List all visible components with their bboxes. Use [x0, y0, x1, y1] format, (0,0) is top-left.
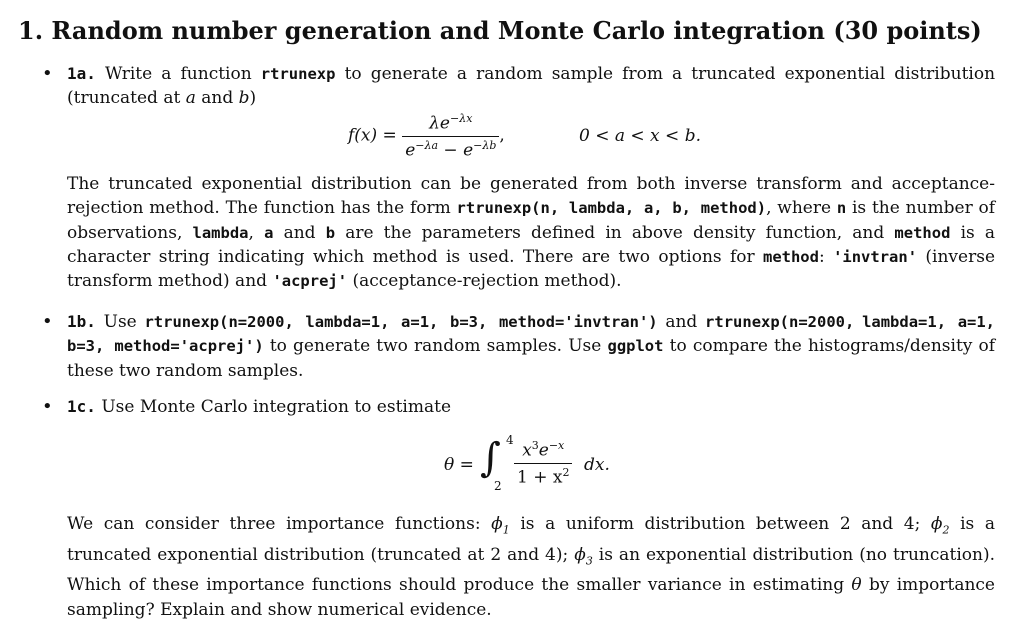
bullet-1b: • [42, 311, 53, 332]
text: ) [249, 88, 257, 109]
integral-sign: ∫ [480, 435, 501, 481]
text: , where [766, 198, 832, 219]
theta-symbol: θ [851, 575, 862, 596]
text: are the parameters defined in above density function, and [345, 222, 885, 243]
question-1b-label: 1b. [67, 312, 96, 331]
code-call-acprej-part1: rtrunexp(n=2000, [705, 313, 855, 331]
question-1c-label: 1c. [67, 397, 96, 416]
formula-comma: , [499, 125, 505, 146]
function-name: rtrunexp [260, 65, 336, 83]
formula-denominator: $e^{-\lambda a} - e^{-\lambda b}$ [402, 136, 499, 161]
text: is a character string indicating which method is used. There are two options for [67, 222, 996, 267]
text: The truncated exponential distribution can be generated from both inverse transform and acceptance-rejection method. The function has the form [67, 174, 995, 219]
text: Use Monte Carlo integration to estimate [101, 397, 452, 417]
bullet-1c: • [42, 396, 53, 417]
function-signature: rtrunexp(n, lambda, a, b, method) [456, 199, 767, 218]
question-1c-body [67, 512, 995, 622]
formula-condition: 0 < a < x < b. [579, 126, 701, 146]
question-1a-label: 1a. [67, 64, 96, 83]
section-title: 1. Random number generation and Monte Carlo integration (30 points) [18, 16, 982, 45]
text: and [665, 312, 698, 332]
code-a: a [264, 223, 274, 242]
text: and [283, 222, 316, 243]
phi-1: $\phi_1$ [491, 514, 510, 537]
text: by importance sampling? Explain and show numerical evidence. [67, 575, 995, 620]
code-b: b [325, 223, 336, 242]
question-1c-intro [67, 395, 995, 419]
text: We can consider three importance functions: [67, 514, 481, 534]
code-lambda: lambda [192, 223, 249, 242]
integrand-numerator: $x^3e^{-x}$ [522, 439, 565, 461]
var-b: b [238, 88, 250, 109]
text: : [818, 246, 825, 267]
text: and [201, 88, 234, 109]
code-ggplot: ggplot [607, 337, 664, 356]
question-1a-body [67, 172, 995, 293]
bullet-1a: • [42, 63, 53, 84]
density-formula [348, 112, 505, 160]
code-method: method [894, 223, 951, 242]
text: (acceptance-rejection method). [352, 271, 622, 292]
code-call-invtran: rtrunexp(n=2000, lambda=1, a=1, b=3, method='invtran') [144, 313, 658, 331]
theta-lhs: θ = [444, 455, 474, 475]
formula-lhs: f(x) = [348, 125, 397, 146]
code-invtran: 'invtran' [833, 247, 918, 266]
integrand-denominator: $1 + x^2$ [514, 463, 572, 488]
text: to compare the histograms/density of these two random samples. [67, 336, 996, 381]
formula-numerator: $\lambda e^{-\lambda x}$ [429, 112, 473, 134]
text: (inverse transform method) and [67, 246, 995, 292]
dx: dx. [584, 455, 610, 475]
integrand [514, 439, 572, 487]
phi-3: $\phi_3$ [574, 544, 593, 568]
integral-formula [444, 435, 644, 495]
text: Use [103, 312, 137, 332]
text: is an exponential distribution (no truncation). Which of these importance functions should produce the smaller variance in estimating [67, 544, 996, 596]
code-acprej: 'acprej' [272, 272, 348, 291]
text: is a uniform distribution between 2 and 4; [520, 514, 921, 534]
formula-fraction [402, 112, 499, 160]
text: to generate a random sample from a truncated exponential distribution (truncated at [67, 64, 996, 109]
var-a: a [185, 88, 196, 109]
code-method: method [762, 247, 819, 266]
question-1a-intro [67, 62, 995, 111]
question-1b [67, 310, 995, 383]
text: is a truncated exponential distribution (truncated at 2 and 4); [67, 514, 995, 565]
code-call-acprej-part2: lambda=1, a=1, b=3, method='acprej') [67, 313, 996, 356]
phi-2: $\phi_2$ [930, 514, 950, 537]
integral-lower: 2 [494, 479, 502, 493]
integral-upper: 4 [506, 433, 514, 447]
code-n: n [836, 199, 847, 218]
text: to generate two random samples. Use [269, 336, 602, 357]
text: Write a function [105, 64, 252, 84]
text: , [248, 222, 254, 243]
text: is the number of observations, [67, 198, 996, 243]
